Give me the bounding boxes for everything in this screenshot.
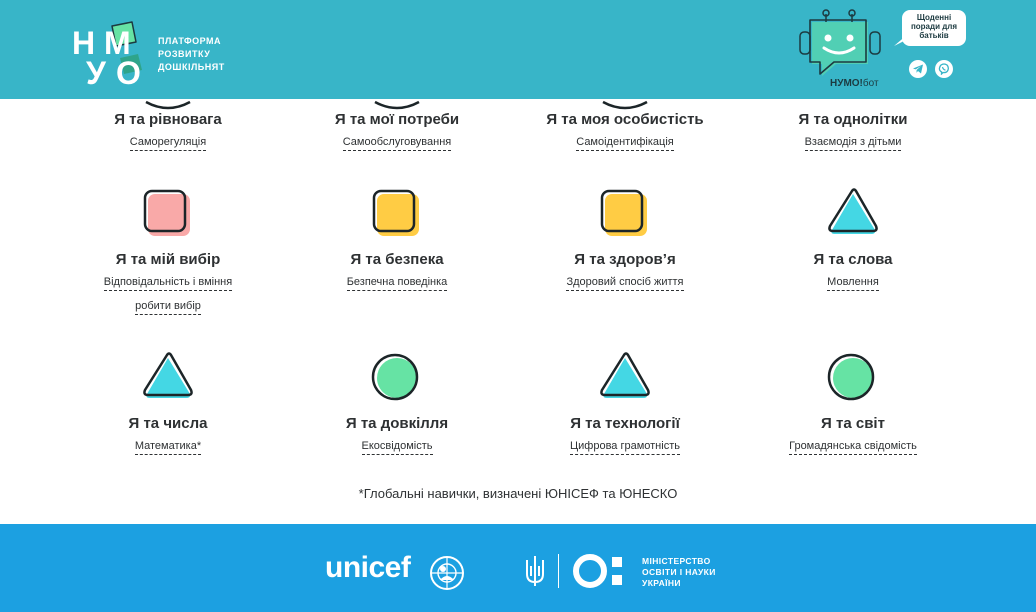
- skill-card-subtitle-text: Самообслуговування: [343, 136, 452, 151]
- skill-card-subtitle[interactable]: [68, 270, 268, 294]
- tagline-line: ПЛАТФОРМА: [158, 36, 222, 46]
- ukraine-trident-icon: [524, 554, 546, 588]
- skill-card-title: Я та світ: [821, 415, 885, 432]
- footnote: *Глобальні навички, визначені ЮНІСЕФ та ЮНЕСКО: [358, 486, 678, 501]
- site-footer: [0, 524, 1036, 612]
- skill-card-subtitle-text: Мовлення: [827, 276, 879, 291]
- skill-card-icon: [138, 186, 198, 246]
- skill-card-subtitle[interactable]: [297, 270, 497, 294]
- skill-card-title: Я та довкілля: [345, 415, 449, 432]
- bot-name: [830, 78, 879, 89]
- skill-card-icon: [138, 350, 198, 410]
- skill-card-subtitle[interactable]: [68, 130, 268, 154]
- skill-card-subtitle[interactable]: [68, 294, 268, 318]
- skill-card-subtitle[interactable]: [525, 270, 725, 294]
- skill-card-subtitle-text: Здоровий спосіб життя: [566, 276, 683, 291]
- robot-icon: [796, 8, 896, 88]
- skill-card-subtitle-text: Відповідальність і вміння: [104, 276, 232, 291]
- bot-name-main: НУМО!: [830, 78, 863, 89]
- logo-letter-m: М: [104, 25, 131, 61]
- unicef-logo[interactable]: [325, 551, 410, 585]
- skill-card-subtitle-text: Саморегуляція: [130, 136, 206, 151]
- skill-card-title: Я та здоров’я: [574, 251, 676, 268]
- skill-card-icon: [367, 186, 427, 246]
- skill-card-subtitle[interactable]: [68, 434, 268, 458]
- skill-card-icon: [367, 350, 427, 410]
- skill-card-icon: [595, 186, 655, 246]
- skill-card-title: Я та мої потреби: [334, 111, 460, 128]
- skill-card-title: Я та технології: [570, 415, 680, 432]
- skill-card-subtitle[interactable]: [525, 434, 725, 458]
- bubble-line: Щоденні: [916, 13, 952, 22]
- green-circle-icon: [367, 350, 427, 410]
- skill-card-subtitle-text: робити вибір: [135, 300, 201, 315]
- cyan-triangle-icon: [823, 186, 883, 246]
- green-circle-icon: [823, 350, 883, 410]
- telegram-icon[interactable]: [909, 60, 927, 78]
- skill-card-subtitle[interactable]: [525, 130, 725, 154]
- speech-bubble: [902, 10, 966, 46]
- skill-card-title: Я та рівновага: [114, 111, 222, 128]
- logo-letter-n: Н: [72, 25, 96, 61]
- tagline-line: РОЗВИТКУ: [158, 49, 211, 59]
- skill-card-subtitle-text: Самоідентифікація: [576, 136, 673, 151]
- unicef-wordmark: unicef: [325, 551, 411, 584]
- skill-card-icon: [595, 350, 655, 410]
- viber-icon[interactable]: [935, 60, 953, 78]
- ministry-line: УКРАЇНИ: [642, 578, 681, 588]
- skill-card-icon: [823, 186, 883, 246]
- skill-card-subtitle-text: Взаємодія з дітьми: [805, 136, 902, 151]
- skill-card-title: Я та моя особистість: [546, 111, 704, 128]
- ministry-line: ОСВІТИ І НАУКИ: [642, 567, 716, 577]
- skill-card-title: Я та однолітки: [798, 111, 908, 128]
- skill-card-subtitle[interactable]: [753, 270, 953, 294]
- skill-card-subtitle-text: Математика*: [135, 440, 201, 455]
- tagline-line: ДОШКІЛЬНЯТ: [158, 62, 225, 72]
- yellow-square-icon: [595, 186, 655, 246]
- yellow-square-icon: [367, 186, 427, 246]
- ministry-name[interactable]: [642, 556, 716, 589]
- skill-card-title: Я та мій вибір: [115, 251, 221, 268]
- ministry-line: МІНІСТЕРСТВО: [642, 556, 711, 566]
- skill-card-subtitle-text: Цифрова грамотність: [570, 440, 680, 455]
- skill-card-title: Я та безпека: [350, 251, 444, 268]
- logo-letter-u: У: [86, 55, 106, 88]
- skill-card-subtitle-text: Громадянська свідомість: [789, 440, 917, 455]
- cyan-triangle-icon: [595, 350, 655, 410]
- numo-bot-promo[interactable]: [796, 8, 976, 93]
- skill-card-subtitle-text: Безпечна поведінка: [347, 276, 448, 291]
- skill-card-icon: [823, 350, 883, 410]
- bot-name-suffix: бот: [862, 78, 879, 89]
- skill-card-title: Я та числа: [128, 415, 208, 432]
- ministry-logo-mark: [572, 553, 636, 589]
- pink-square-icon: [138, 186, 198, 246]
- logo-letter-o: О: [116, 55, 141, 88]
- unicef-emblem-icon: [428, 554, 466, 592]
- skill-card-subtitle[interactable]: [753, 130, 953, 154]
- skill-card-title: Я та слова: [813, 251, 893, 268]
- skill-card-subtitle[interactable]: [297, 130, 497, 154]
- bubble-line: батьків: [919, 31, 949, 40]
- bubble-line: поради для: [910, 22, 958, 31]
- messenger-links: [909, 60, 953, 78]
- skill-card-subtitle[interactable]: [753, 434, 953, 458]
- footer-divider: [558, 554, 559, 588]
- skill-card-subtitle-text: Екосвідомість: [362, 440, 433, 455]
- cyan-triangle-icon: [138, 350, 198, 410]
- skill-card-subtitle[interactable]: [297, 434, 497, 458]
